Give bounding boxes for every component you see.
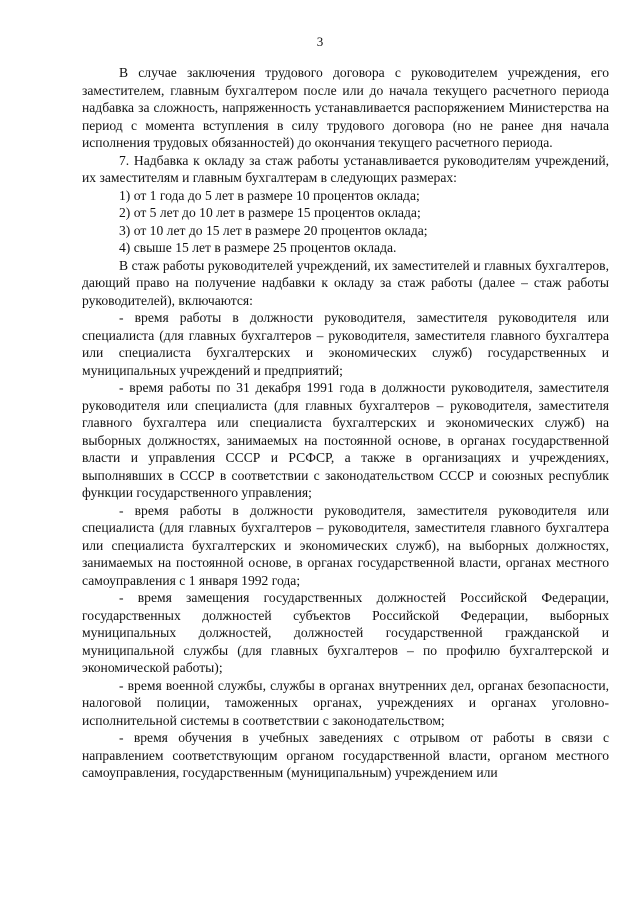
page-number: 3	[316, 34, 324, 49]
stage-item-2: - время работы по 31 декабря 1991 года в должности руководителя, заместителя руководителя или специалиста (для главных бухгалтеров – руководителя, заместителя главного бухгалтера или специалиста бухгалтерских и экономических служб) на выборных должностях, занимаемых на постоянной основе, в органах государственной власти и управления СССР и РСФСР, а также в организациях и учреждениях, выполнявших в СССР в соответствии с законодательством СССР и союзных республик функции государственного управления;	[82, 380, 609, 500]
paragraph-contract-case: В случае заключения трудового договора с руководителем учреждения, его заместителем, главным бухгалтером после или до начала текущего расчетного периода надбавка за сложность, напряженность устанавливается распоряжением Министерства на период с момента вступления в силу трудового договора (но не ранее дня начала исполнения трудовых обязанностей) до окончания текущего расчетного периода.	[82, 65, 609, 150]
size-list-item-3: 3) от 10 лет до 15 лет в размере 20 процентов оклада;	[119, 222, 428, 238]
stage-item-6: - время обучения в учебных заведениях с отрывом от работы в связи с направлением соответствующим органом государственной власти, органом местного самоуправления, государственным (муниципальным) учреждением или	[82, 730, 609, 780]
size-list-item-4: 4) свыше 15 лет в размере 25 процентов оклада.	[119, 240, 397, 255]
stage-item-1: - время работы в должности руководителя, заместителя руководителя или специалиста (для главных бухгалтеров – руководителя, заместителя главного бухгалтера или специалиста бухгалтерских и экономических служб) государственных и муниципальных учреждений и предприятий;	[82, 310, 609, 378]
size-list-item-1: 1) от 1 года до 5 лет в размере 10 процентов оклада;	[119, 187, 420, 203]
stage-item-3: - время работы в должности руководителя, заместителя руководителя или специалиста (для главных бухгалтеров – руководителя, заместителя главного бухгалтера или специалиста бухгалтерских и экономических служб), на выборных должностях, занимаемых на постоянной основе, в органах государственной власти, органах местного самоуправления с 1 января 1992 года;	[82, 502, 609, 588]
size-list-item-2: 2) от 5 лет до 10 лет в размере 15 процентов оклада;	[119, 205, 421, 220]
paragraph-stage-intro: В стаж работы руководителей учреждений, их заместителей и главных бухгалтеров, дающий право на получение надбавки к окладу за стаж работы (далее – стаж работы руководителей), включаются:	[82, 257, 609, 308]
paragraph-seniority-bonus: 7. Надбавка к окладу за стаж работы устанавливается руководителям учреждений, их заместителям и главным бухгалтерам в следующих размерах:	[82, 152, 609, 185]
stage-item-4: - время замещения государственных должностей Российской Федерации, государственных должностей субъектов Российской Федерации, выборных муниципальных должностей, должностей государственной гражданской и муниципальной службы (для главных бухгалтеров – по профилю бухгалтерской и экономической работы);	[82, 590, 609, 675]
stage-item-5: - время военной службы, службы в органах внутренних дел, органах безопасности, налоговой полиции, таможенных органах, учреждениях и органах уголовно-исполнительной системы в соответствии с законодательством;	[82, 677, 609, 728]
document-body	[82, 64, 609, 782]
